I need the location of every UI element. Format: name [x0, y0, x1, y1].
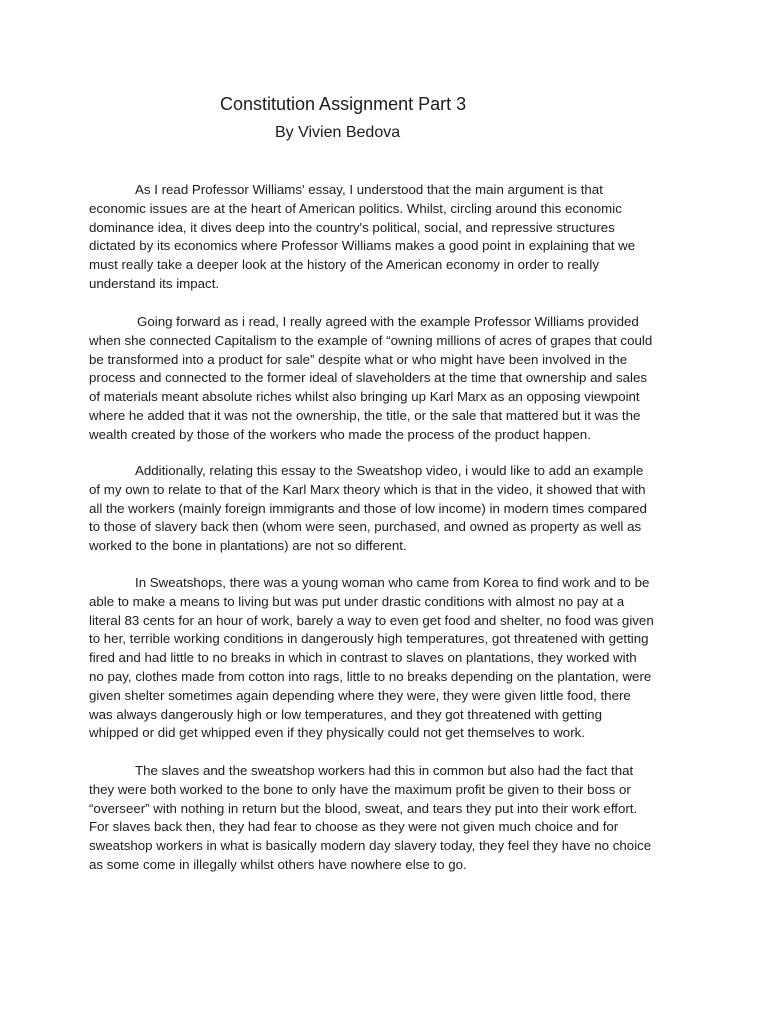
text-line: to those of slavery back then (whom were seen, purchased, and owned as property as well as [89, 519, 642, 535]
text-line: economic issues are at the heart of American politics. Whilst, circling around this economic [89, 200, 622, 216]
text-line: all the workers (mainly foreign immigrants and those of low income) in modern times compared [89, 500, 647, 516]
text-line: no pay, clothes made from cotton into rags, little to no breaks depending on the plantation, were [89, 668, 652, 684]
text-line: worked to the bone in plantations) are not so different. [89, 538, 407, 554]
text-line: Going forward as i read, I really agreed with the example Professor Williams provided [137, 314, 639, 329]
text-line: must really take a deeper look at the history of the American economy in order to really [89, 257, 599, 273]
text-line: wealth created by those of the workers who made the process of the product happen. [89, 426, 591, 442]
body-paragraph [89, 462, 689, 556]
text-line: literal 83 cents for an hour of work, barely a way to even get food and shelter, no food was given [89, 612, 654, 628]
text-line: sweatshop workers in what is basically modern day slavery today, they feel they have no choice [89, 838, 652, 854]
body-paragraph [89, 762, 689, 875]
text-line: of my own to relate to that of the Karl Marx theory which is that in the video, it showed that with [89, 481, 646, 497]
text-line: For slaves back then, they had fear to choose as they were not given much choice and for [89, 819, 619, 835]
text-line: The slaves and the sweatshop workers had this in common but also had the fact that [135, 763, 634, 778]
text-line: as some come in illegally whilst others have nowhere else to go. [89, 856, 467, 872]
body-paragraph [89, 574, 689, 743]
text-line: where he added that it was not the ownership, the title, or the sale that mattered but it was the [89, 407, 641, 423]
text-line: they were both worked to the bone to only have the maximum profit be given to their boss or [89, 781, 631, 797]
text-line: Additionally, relating this essay to the Sweatshop video, i would like to add an example [135, 463, 644, 478]
document-title: Constitution Assignment Part 3 [220, 94, 467, 114]
text-line: be transformed into a product for sale” despite what or who might have been involved in the [89, 351, 628, 367]
text-line: whipped or did get whipped even if they physically could not get themselves to work. [89, 725, 585, 741]
text-line: when she connected Capitalism to the example of “owning millions of acres of grapes that could [89, 332, 653, 348]
text-line: In Sweatshops, there was a young woman who came from Korea to find work and to be [135, 575, 650, 590]
text-line: “overseer” with nothing in return but the blood, sweat, and tears they put into their work effort. [89, 800, 638, 816]
text-line: dictated by its economics where Professor Williams makes a good point in explaining that we [89, 238, 636, 254]
text-line: fired and had little to no breaks in which in contrast to slaves on plantations, they worked with [89, 650, 637, 666]
text-line: dominance idea, it dives deep into the country's political, social, and repressive structures [89, 219, 615, 235]
text-line: to her, terrible working conditions in dangerously high temperatures, got threatened with getting [89, 631, 649, 647]
text-line: understand its impact. [89, 275, 220, 291]
body-paragraph [89, 181, 689, 294]
body-paragraph [89, 313, 689, 445]
text-line: of materials meant absolute riches whilst also bringing up Karl Marx as an opposing viewpoint [89, 389, 640, 405]
text-line: was always dangerously high or low temperatures, and they got threatened with getting [89, 706, 602, 722]
text-line: process and connected to the former ideal of slaveholders at the time that ownership and sales [89, 370, 648, 386]
text-line: As I read Professor Williams' essay, I understood that the main argument is that [135, 182, 603, 197]
document-author: By Vivien Bedova [275, 124, 401, 141]
text-line: able to make a means to living but was put under drastic conditions with almost no pay at a [89, 593, 625, 609]
text-line: given shelter sometimes again depending where they were, they were given little food, there [89, 687, 631, 703]
